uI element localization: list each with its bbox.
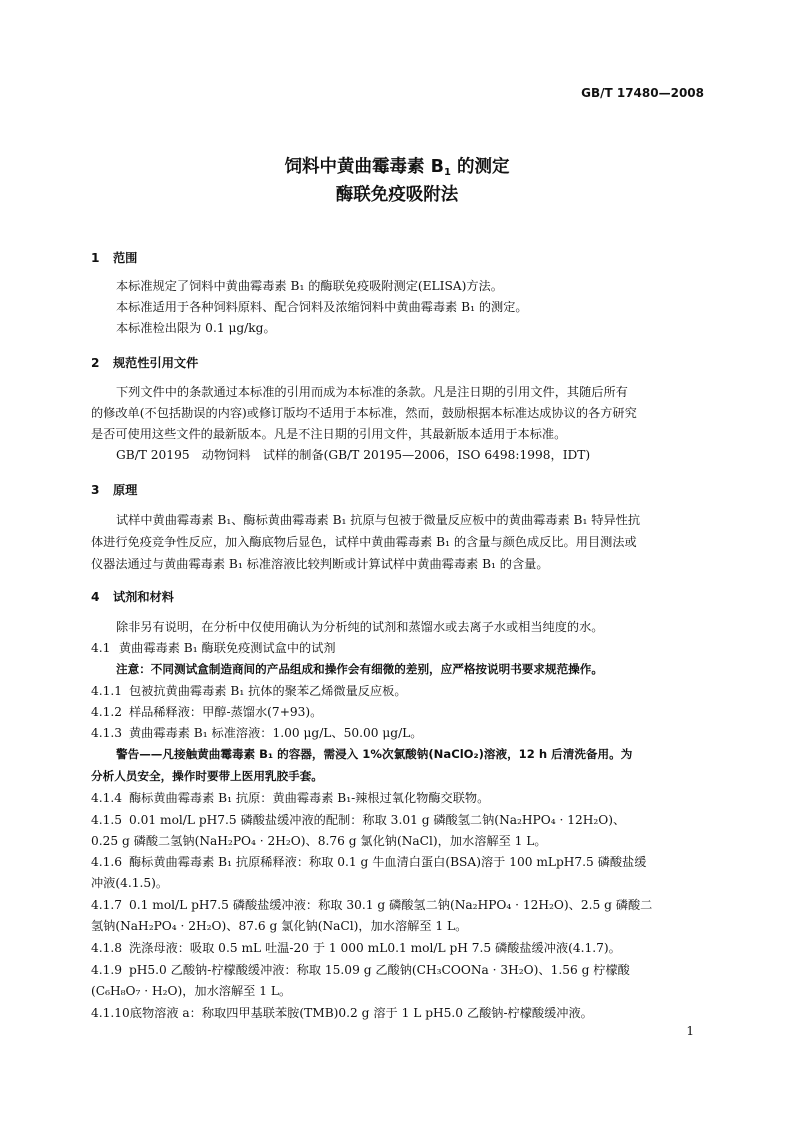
title-text-end: 的测定: [450, 157, 510, 177]
paragraph: 体进行免疫竞争性反应，加入酶底物后显色，试样中黄曲霉毒素 B₁ 的含量与颜色成反比。用目测法或: [91, 535, 637, 549]
clause-4-1: 4.1 黄曲霉毒素 B₁ 酶联免疫测试盒中的试剂: [91, 641, 336, 655]
paragraph: 本标准检出限为 0.1 μg/kg。: [116, 321, 276, 335]
clause-4-1-2: 4.1.2 样品稀释液：甲醇-蒸馏水(7+93)。: [91, 705, 323, 719]
clause-4-1-3: 4.1.3 黄曲霉毒素 B₁ 标准溶液：1.00 μg/L、50.00 μg/L。: [91, 726, 423, 740]
paragraph: 除非另有说明，在分析中仅使用确认为分析纯的试剂和蒸馏水或去离子水或相当纯度的水。: [116, 620, 604, 634]
document-subtitle: 酶联免疫吸附法: [335, 185, 459, 205]
title-text: 饲料中黄曲霉毒素 B: [284, 157, 444, 177]
paragraph: 仪器法通过与黄曲霉毒素 B₁ 标准溶液比较判断或计算试样中黄曲霉毒素 B₁ 的含量。: [91, 557, 549, 571]
clause-4-1-8: 4.1.8 洗涤母液：吸取 0.5 mL 吐温-20 于 1 000 mL0.1 mol/L pH 7.5 磷酸盐缓冲液(4.1.7)。: [91, 941, 621, 955]
paragraph: 下列文件中的条款通过本标准的引用而成为本标准的条款。凡是注日期的引用文件，其随后所有: [116, 385, 628, 399]
clause-4-1-5: 4.1.5 0.01 mol/L pH7.5 磷酸盐缓冲液的配制：称取 3.01 g 磷酸氢二钠(Na₂HPO₄ · 12H₂O)、: [91, 813, 626, 827]
section-2-heading: 2 规范性引用文件: [91, 356, 199, 370]
reference: GB/T 20195 动物饲料 试样的制备(GB/T 20195—2006，ISO 6498:1998，IDT): [116, 448, 591, 462]
section-4-heading: 4 试剂和材料: [91, 590, 174, 604]
clause-4-1-4: 4.1.4 酶标黄曲霉毒素 B₁ 抗原：黄曲霉毒素 B₁-辣根过氧化物酶交联物。: [91, 791, 490, 805]
paragraph: 本标准规定了饲料中黄曲霉毒素 B₁ 的酶联免疫吸附测定(ELISA)方法。: [116, 279, 503, 293]
paragraph: 氢钠(NaH₂PO₄ · 2H₂O)、87.6 g 氯化钠(NaCl)，加水溶解至 1 L。: [91, 919, 468, 933]
paragraph: 0.25 g 磷酸二氢钠(NaH₂PO₄ · 2H₂O)、8.76 g 氯化钠(NaCl)，加水溶解至 1 L。: [91, 834, 547, 848]
paragraph: 试样中黄曲霉毒素 B₁、酶标黄曲霉毒素 B₁ 抗原与包被于微量反应板中的黄曲霉毒素 B₁ 特异性抗: [116, 513, 641, 527]
clause-4-1-7: 4.1.7 0.1 mol/L pH7.5 磷酸盐缓冲液：称取 30.1 g 磷酸氢二钠(Na₂HPO₄ · 12H₂O)、2.5 g 磷酸二: [91, 898, 653, 912]
section-1-heading: 1 范围: [91, 251, 138, 265]
clause-4-1-10: 4.1.10底物溶液 a：称取四甲基联苯胺(TMB)0.2 g 溶于 1 L pH5.0 乙酸钠-柠檬酸缓冲液。: [91, 1006, 593, 1020]
document-title: [0, 153, 794, 178]
section-3-heading: 3 原理: [91, 483, 138, 497]
paragraph: (C₆H₈O₇ · H₂O)，加水溶解至 1 L。: [91, 984, 292, 998]
clause-4-1-9: 4.1.9 pH5.0 乙酸钠-柠檬酸缓冲液：称取 15.09 g 乙酸钠(CH₃COONa · 3H₂O)、1.56 g 柠檬酸: [91, 963, 630, 977]
paragraph: 冲液(4.1.5)。: [91, 876, 169, 890]
clause-4-1-1: 4.1.1 包被抗黄曲霉毒素 B₁ 抗体的聚苯乙烯微量反应板。: [91, 684, 407, 698]
title-subscript: 1: [443, 167, 451, 178]
paragraph: 的修改单(不包括勘误的内容)或修订版均不适用于本标准，然而，鼓励根据本标准达成协议的各方研究: [91, 406, 637, 420]
clause-4-1-6: 4.1.6 酶标黄曲霉毒素 B₁ 抗原稀释液：称取 0.1 g 牛血清白蛋白(BSA)溶于 100 mLpH7.5 磷酸盐缓: [91, 855, 647, 869]
warning: 警告——凡接触黄曲霉毒素 B₁ 的容器，需浸入 1%次氯酸钠(NaClO₂)溶液，12 h 后清洗备用。为: [116, 747, 633, 761]
page-number: 1: [686, 1024, 694, 1038]
standard-number: GB/T 17480—2008: [581, 86, 704, 100]
note: 注意：不同测试盒制造商间的产品组成和操作会有细微的差别，应严格按说明书要求规范操作。: [116, 662, 603, 676]
warning: 分析人员安全，操作时要带上医用乳胶手套。: [91, 769, 323, 783]
paragraph: 本标准适用于各种饲料原料、配合饲料及浓缩饲料中黄曲霉毒素 B₁ 的测定。: [116, 300, 528, 314]
paragraph: 是否可使用这些文件的最新版本。凡是不注日期的引用文件，其最新版本适用于本标准。: [91, 427, 567, 441]
